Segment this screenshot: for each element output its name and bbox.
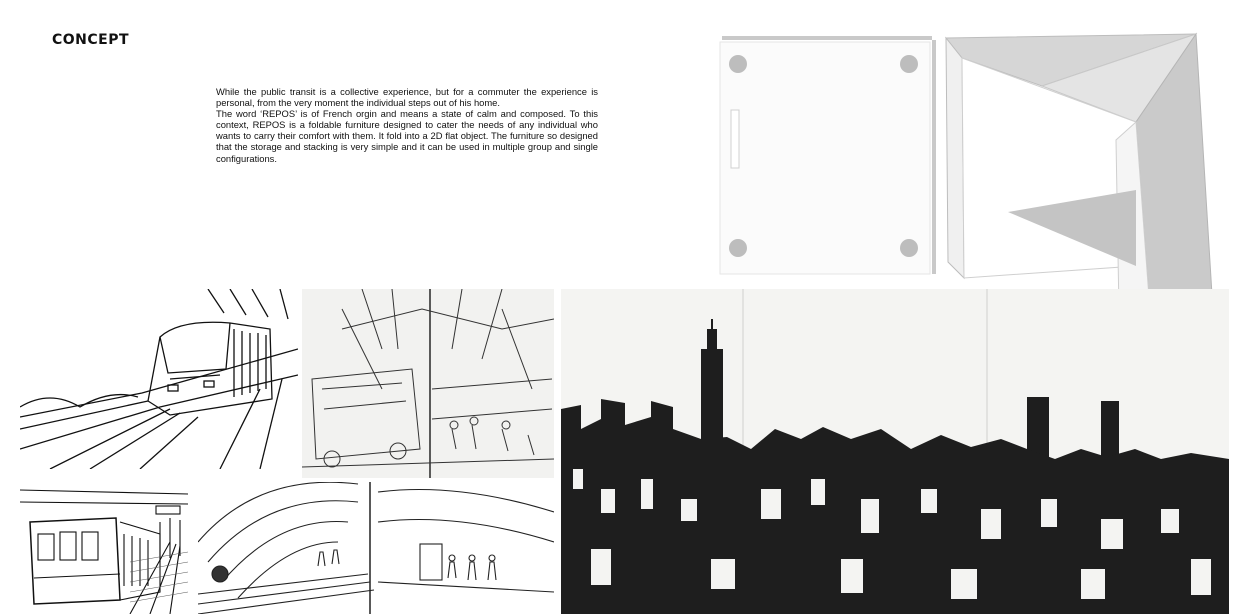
monorail-sketch-graphic	[20, 289, 298, 469]
city-skyline-sketch	[561, 289, 1229, 614]
train-station-sketch-graphic	[20, 482, 188, 614]
bus-terminal-sketch-graphic	[302, 289, 554, 478]
concept-paragraph: The word ‘REPOS’ is of French orgin and means a state of calm and composed. To this context, REPOS is a foldable furniture designed to cater the needs of any individual who wants to carry their comfort with them. It fold into a 2D flat object. The furniture so designed that the storage and stacking is very simple and it can be used in multiple group and single configurations.	[216, 108, 598, 164]
concept-paragraph: While the public transit is a collective experience, but for a commuter the experience is personal, from the very moment the individual steps out of his home.	[216, 86, 598, 109]
bus-terminal-sketch	[302, 289, 554, 478]
concept-text	[216, 86, 598, 164]
underground-platform-sketch-graphic	[198, 482, 554, 614]
underground-platform-sketch	[198, 482, 554, 614]
train-station-sketch	[20, 482, 188, 614]
page-title: CONCEPT	[52, 32, 130, 48]
city-skyline-sketch-graphic	[561, 289, 1229, 614]
monorail-sketch	[20, 289, 298, 469]
